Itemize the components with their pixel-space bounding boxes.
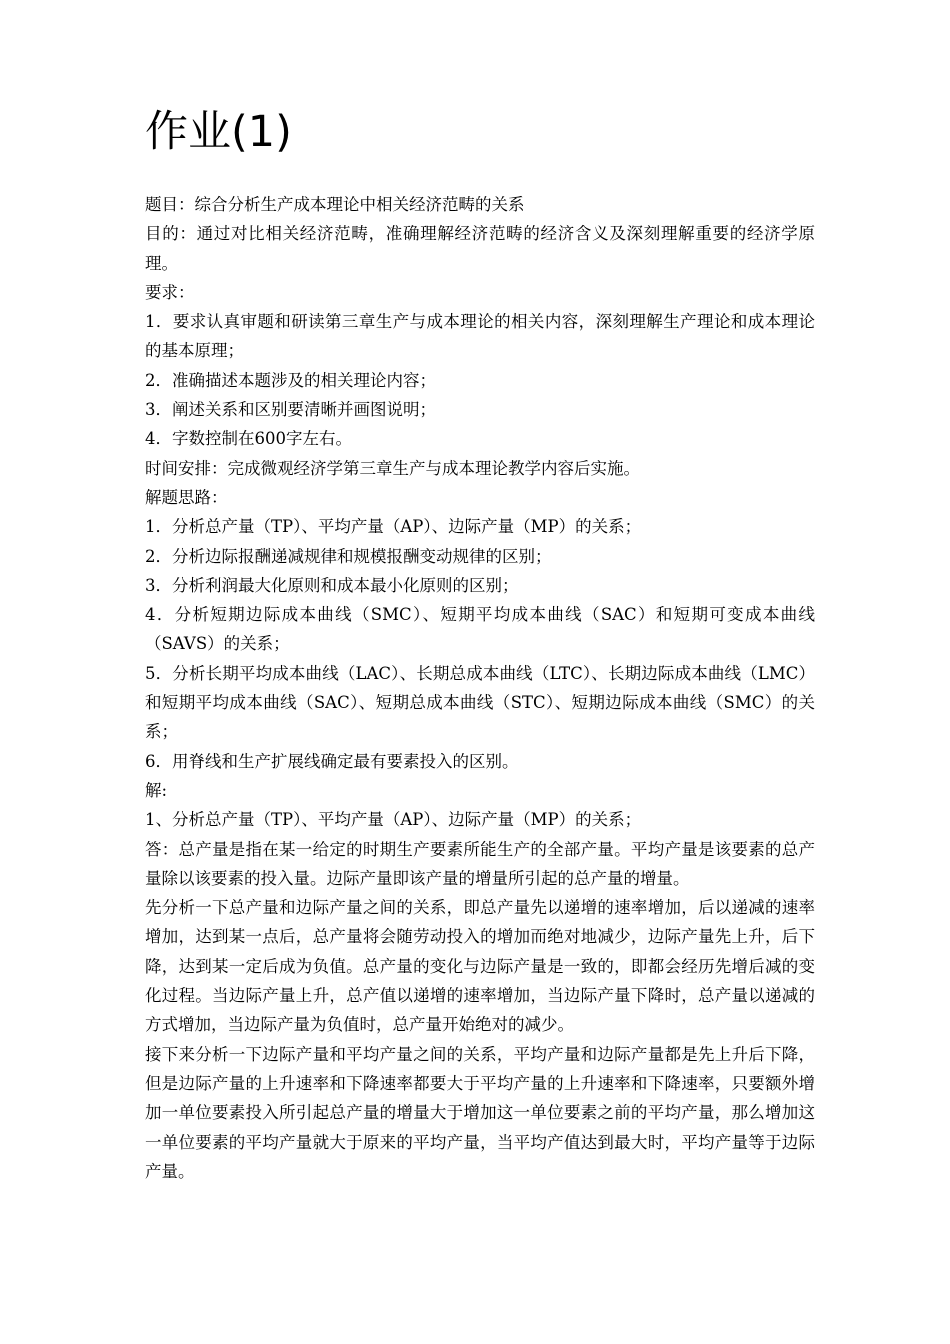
document-title: 作业(1) [145,107,292,157]
paragraph-approach-heading: 解题思路： [145,487,228,507]
requirement-item: 3．阐述关系和区别要清晰并画图说明； [145,400,436,420]
document-body [145,190,815,1186]
approach-item: 5．分析长期平均成本曲线（LAC）、长期总成本曲线（LTC）、长期边际成本曲线（LMC）和短期平均成本曲线（SAC）、短期总成本曲线（STC）、短期边际成本曲线（SMC）的关系； [145,663,815,742]
solution-paragraph: 接下来分析一下边际产量和平均产量之间的关系，平均产量和边际产量都是先上升后下降，但是边际产量的上升速率和下降速率都要大于平均产量的上升速率和下降速率，只要额外增加一单位要素投入所引起总产量的增量大于增加这一单位要素之前的平均产量，那么增加这一单位要素的平均产量就大于原来的平均产量，当平均产值达到最大时，平均产量等于边际产量。 [145,1044,815,1181]
requirement-item: 1．要求认真审题和研读第三章生产与成本理论的相关内容，深刻理解生产理论和成本理论的基本原理； [145,312,815,361]
paragraph-topic: 题目：综合分析生产成本理论中相关经济范畴的关系 [145,195,525,214]
approach-item: 2．分析边际报酬递减规律和规模报酬变动规律的区别； [145,546,552,566]
paragraph-purpose: 目的：通过对比相关经济范畴，准确理解经济范畴的经济含义及深刻理解重要的经济学原理。 [145,224,815,273]
requirement-item: 2．准确描述本题涉及的相关理论内容； [145,370,436,390]
paragraph-solution-heading: 解: [145,780,168,800]
approach-item: 1．分析总产量（TP）、平均产量（AP）、边际产量（MP）的关系； [145,517,642,537]
solution-paragraph: 先分析一下总产量和边际产量之间的关系，即总产量先以递增的速率增加，后以递减的速率增加，达到某一点后，总产量将会随劳动投入的增加而绝对地减少，边际产量先上升，后下降，达到某一定后成为负值。总产量的变化与边际产量是一致的，即都会经历先增后减的变化过程。当边际产量上升，总产值以递增的速率增加，当边际产量下降时，总产量以递减的方式增加，当边际产量为负值时，总产量开始绝对的减少。 [145,898,815,1035]
paragraph-requirements-heading: 要求： [145,282,195,302]
solution-answer: 答：总产量是指在某一给定的时期生产要素所能生产的全部产量。平均产量是该要素的总产量除以该要素的投入量。边际产量即该产量的增量所引起的总产量的增量。 [145,839,815,888]
solution-question: 1、分析总产量（TP）、平均产量（AP）、边际产量（MP）的关系； [145,810,642,830]
requirement-item: 4．字数控制在600字左右。 [145,429,352,449]
paragraph-schedule: 时间安排：完成微观经济学第三章生产与成本理论教学内容后实施。 [145,458,640,478]
approach-item: 6．用脊线和生产扩展线确定最有要素投入的区别。 [145,751,519,771]
approach-item: 4．分析短期边际成本曲线（SMC）、短期平均成本曲线（SAC）和短期可变成本曲线（SAVS）的关系； [145,605,815,654]
approach-item: 3．分析利润最大化原则和成本最小化原则的区别； [145,575,519,595]
